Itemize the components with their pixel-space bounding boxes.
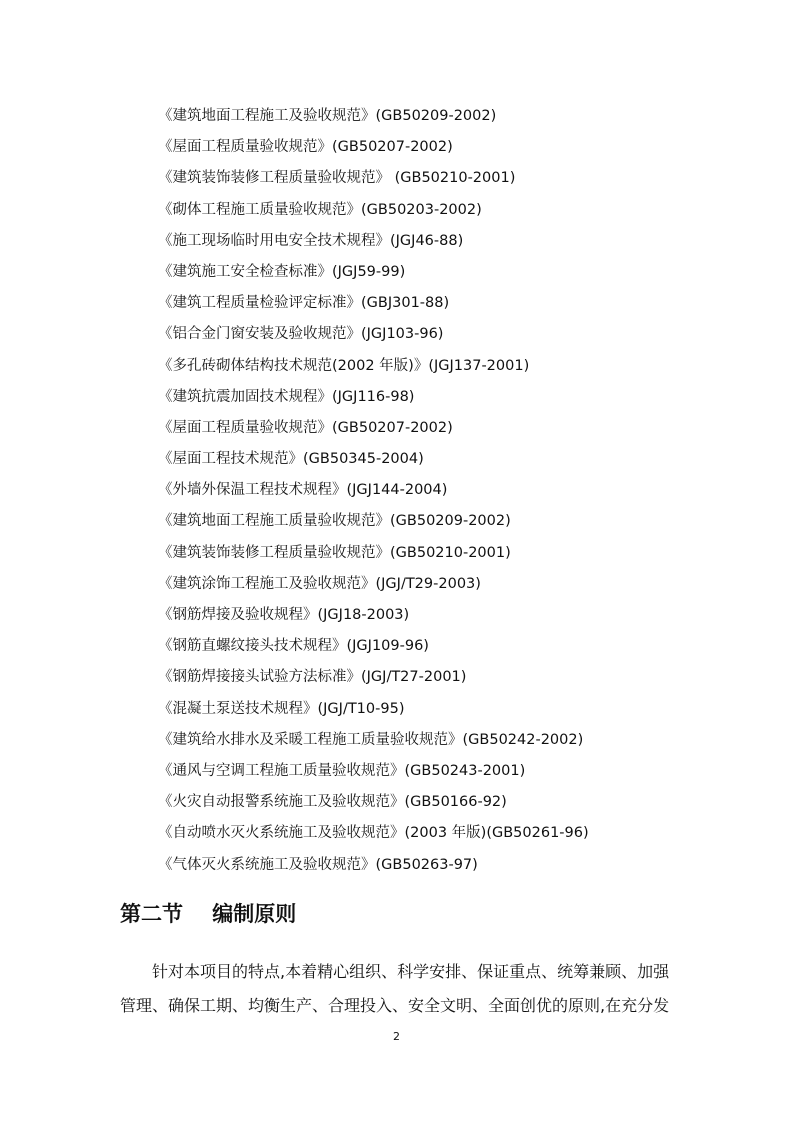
reference-item: 《屋面工程技术规范》(GB50345-2004) xyxy=(158,451,424,468)
reference-item: 《火灾自动报警系统施工及验收规范》(GB50166-92) xyxy=(158,794,507,811)
reference-item: 《钢筋焊接接头试验方法标准》(JGJ/T27-2001) xyxy=(158,669,467,686)
reference-item: 《施工现场临时用电安全技术规程》(JGJ46-88) xyxy=(158,232,464,249)
reference-item: 《建筑工程质量检验评定标准》(GBJ301-88) xyxy=(158,295,450,312)
reference-item: 《钢筋焊接及验收规程》(JGJ18-2003) xyxy=(158,607,410,623)
paragraph-line: 针对本项目的特点,本着精心组织、科学安排、保证重点、统筹兼顾、加强 xyxy=(152,962,670,981)
reference-item: 《砌体工程施工质量验收规范》(GB50203-2002) xyxy=(158,201,482,218)
section-heading: 第二节 编制原则 xyxy=(120,902,297,926)
reference-item: 《屋面工程质量验收规范》(GB50207-2002) xyxy=(158,139,453,156)
reference-item: 《建筑地面工程施工质量验收规范》(GB50209-2002) xyxy=(158,513,511,530)
reference-item: 《自动喷水灭火系统施工及验收规范》(2003 年版)(GB50261-96) xyxy=(158,825,589,842)
reference-standards-list xyxy=(158,101,589,881)
reference-item: 《建筑施工安全检查标准》(JGJ59-99) xyxy=(158,263,406,280)
reference-item: 《建筑装饰装修工程质量验收规范》(GB50210-2001) xyxy=(158,544,511,561)
reference-item: 《建筑给水排水及采暖工程施工质量验收规范》(GB50242-2002) xyxy=(158,731,584,748)
reference-item: 《气体灭火系统施工及验收规范》(GB50263-97) xyxy=(158,856,478,873)
paragraph-line: 管理、确保工期、均衡生产、合理投入、安全文明、全面创优的原则,在充分发 xyxy=(120,996,670,1015)
reference-item: 《通风与空调工程施工质量验收规范》(GB50243-2001) xyxy=(158,762,526,779)
reference-item: 《建筑地面工程施工及验收规范》(GB50209-2002) xyxy=(158,108,497,124)
reference-item: 《多孔砖砌体结构技术规范(2002 年版)》(JGJ137-2001) xyxy=(158,357,530,374)
reference-item: 《建筑装饰装修工程质量验收规范》 (GB50210-2001) xyxy=(158,170,516,187)
reference-item: 《建筑涂饰工程施工及验收规范》(JGJ/T29-2003) xyxy=(158,575,481,592)
reference-item: 《混凝土泵送技术规程》(JGJ/T10-95) xyxy=(158,700,405,717)
page-number: 2 xyxy=(393,1030,400,1043)
reference-item: 《铝合金门窗安装及验收规范》(JGJ103-96) xyxy=(158,326,444,343)
reference-item: 《钢筋直螺纹接头技术规程》(JGJ109-96) xyxy=(158,638,429,655)
reference-item: 《屋面工程质量验收规范》(GB50207-2002) xyxy=(158,419,453,436)
section-paragraph xyxy=(120,955,680,1023)
reference-item: 《外墙外保温工程技术规程》(JGJ144-2004) xyxy=(158,482,448,499)
reference-item: 《建筑抗震加固技术规程》(JGJ116-98) xyxy=(158,388,415,405)
